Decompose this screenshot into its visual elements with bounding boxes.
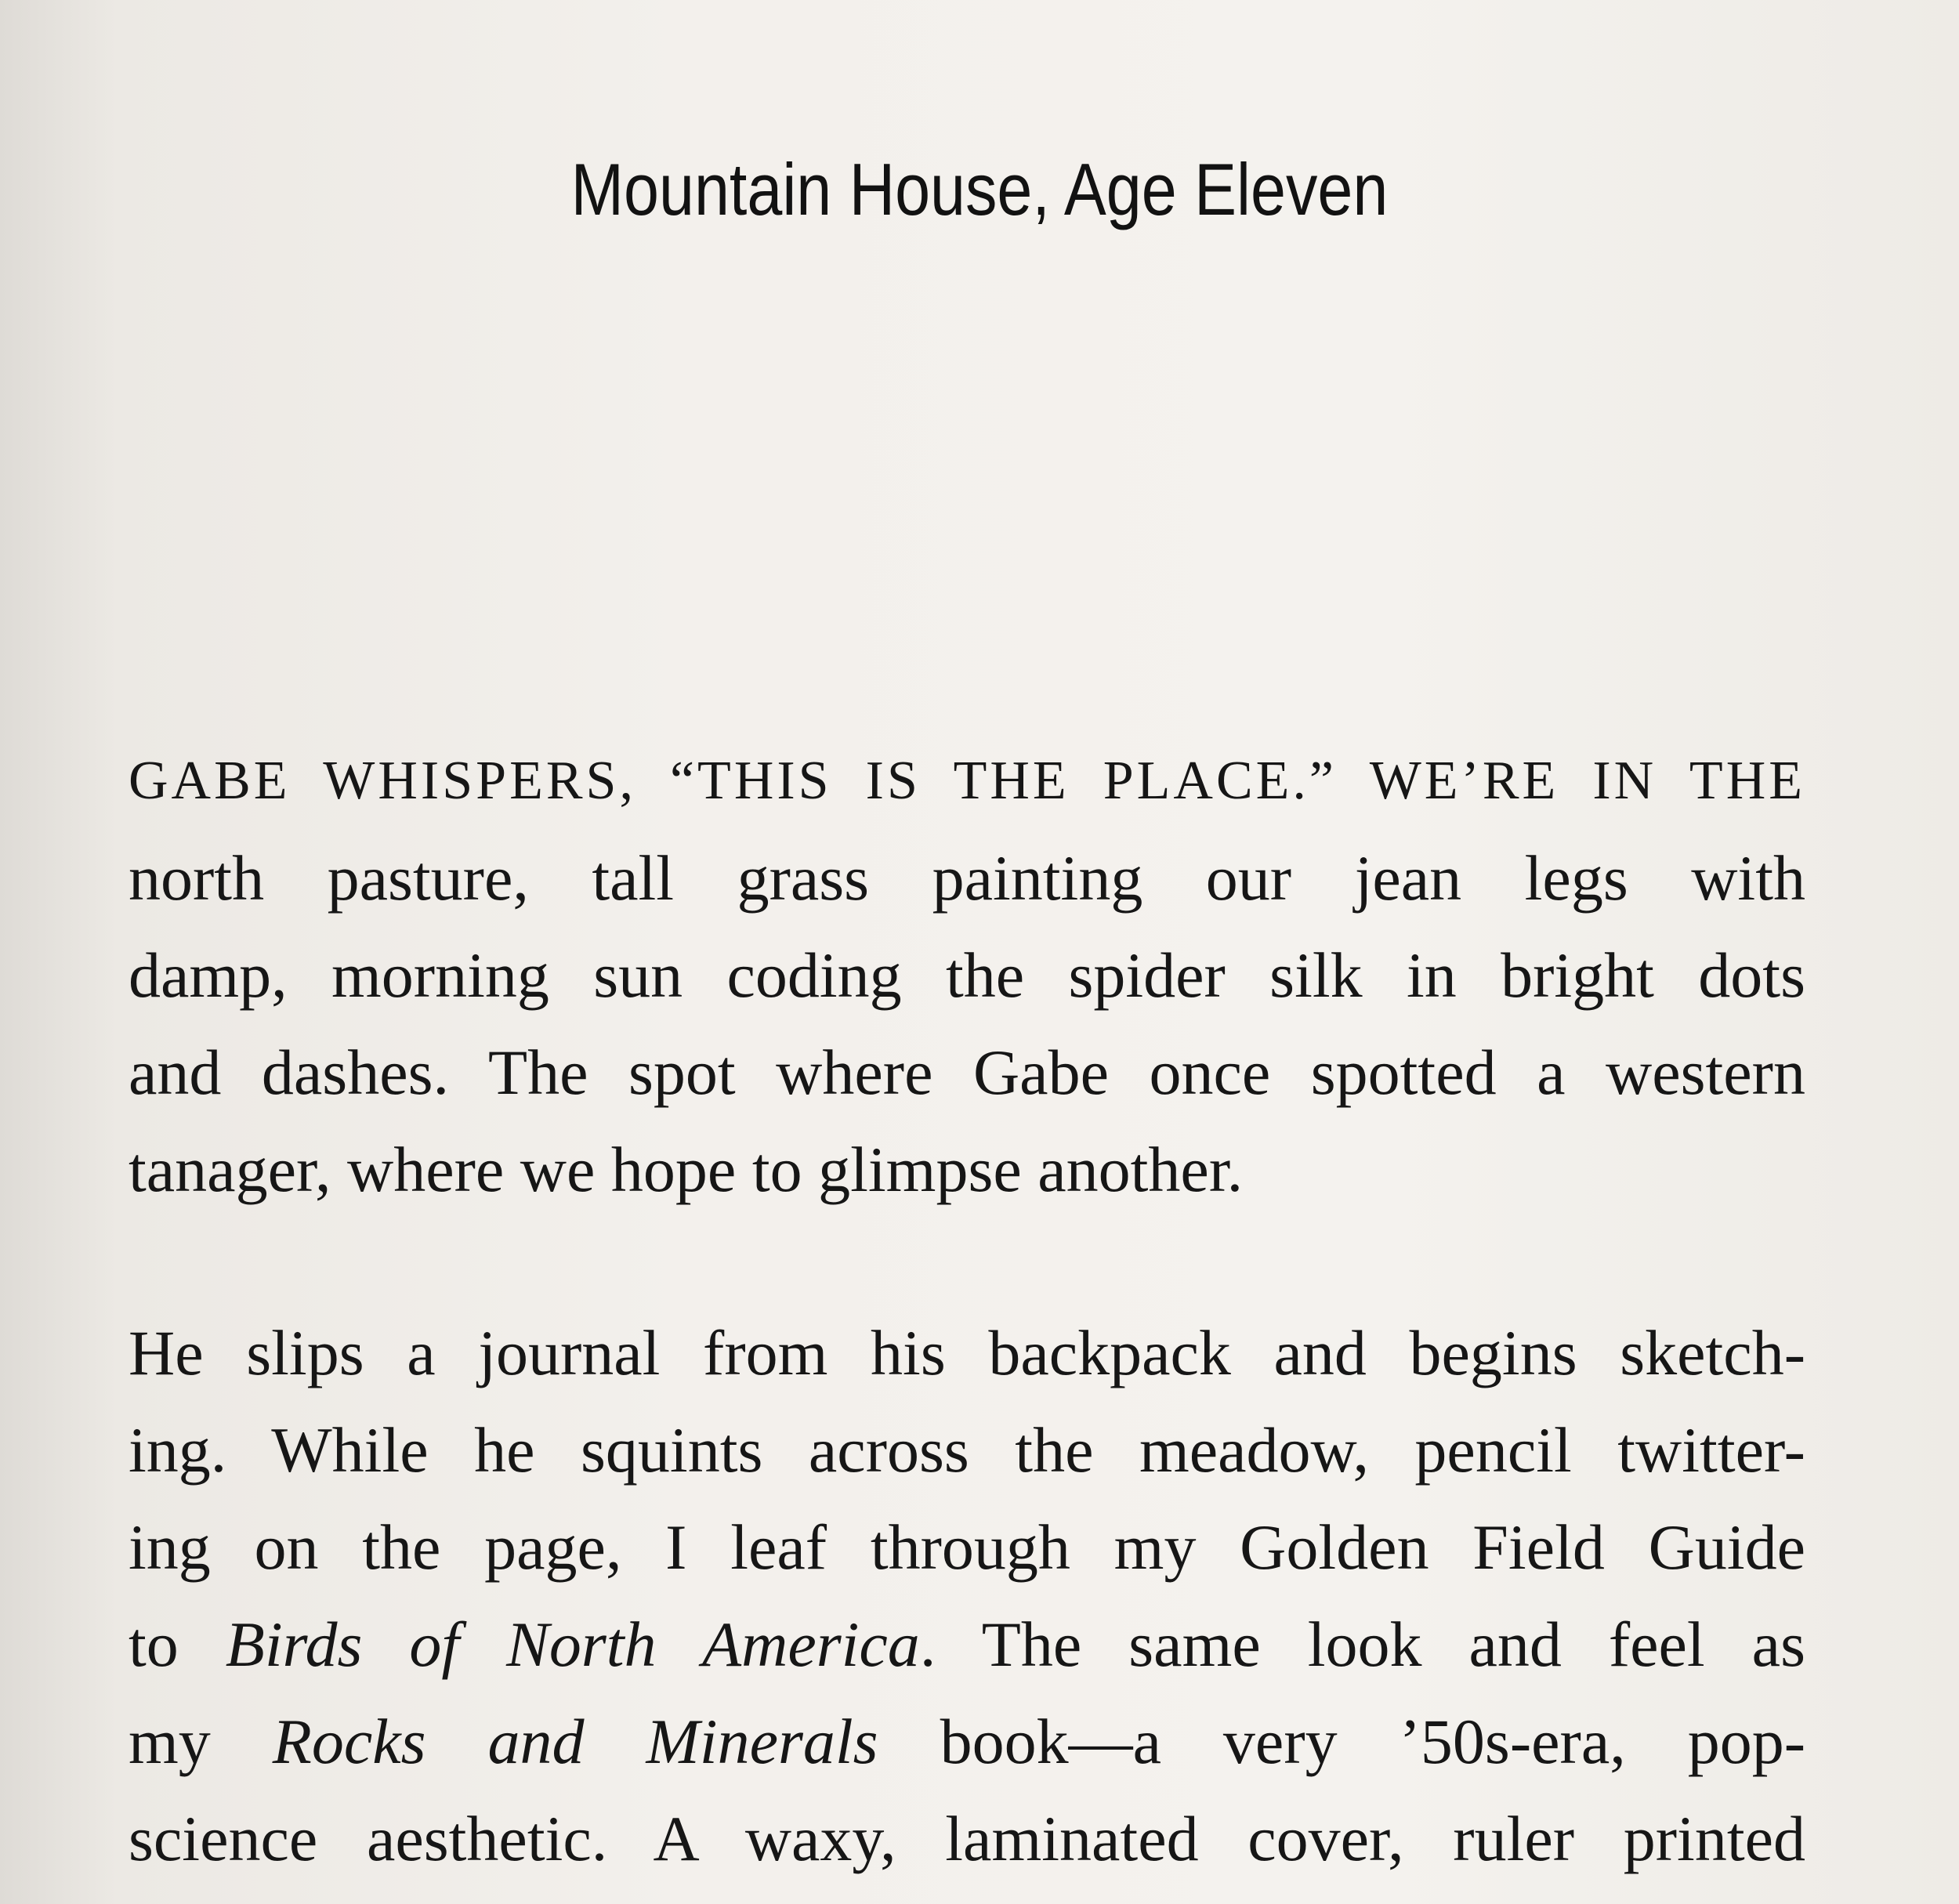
paragraph-2-line-5-start: my [129,1706,273,1777]
paragraph-2-line-3: ing on the page, I leaf through my Golden Field Guide [129,1511,1805,1583]
paragraph-1-line-5: tanager, where we hope to glimpse another. [129,1134,1244,1205]
book-title-rocks: Rocks and Minerals [272,1706,878,1777]
book-title-birds: Birds of North America [225,1609,920,1680]
paragraph-1-line-4: and dashes. The spot where Gabe once spotted a western [129,1037,1805,1108]
paragraph-2-line-1: He slips a journal from his backpack and begins sketch- [129,1317,1805,1388]
paragraph-1-line-1: GABE WHISPERS, “THIS IS THE PLACE.” WE’RE IN THE [129,751,1805,811]
paragraph-1 [129,733,1805,1218]
paragraph-1-line-2: north pasture, tall grass painting our jean legs with [129,842,1805,914]
paragraph-1-line-3: damp, morning sun coding the spider silk in bright dots [129,939,1805,1011]
paragraph-2-line-5-end: book—a very ’50s-era, pop- [878,1706,1805,1777]
page-title: Mountain House, Age Eleven [570,148,1389,230]
paragraph-2-line-4-start: to [129,1609,226,1680]
paragraph-2-line-5 [129,1693,1805,1790]
paragraph-2-line-6: science aesthetic. A waxy, laminated cover, ruler printed [129,1803,1805,1874]
paragraph-2-line-2: ing. While he squints across the meadow, pencil twitter- [129,1414,1805,1486]
paragraph-2-line-4-end: . The same look and feel as [919,1609,1805,1680]
paragraph-2 [129,1305,1805,1888]
paragraph-2-line-4 [129,1596,1805,1693]
